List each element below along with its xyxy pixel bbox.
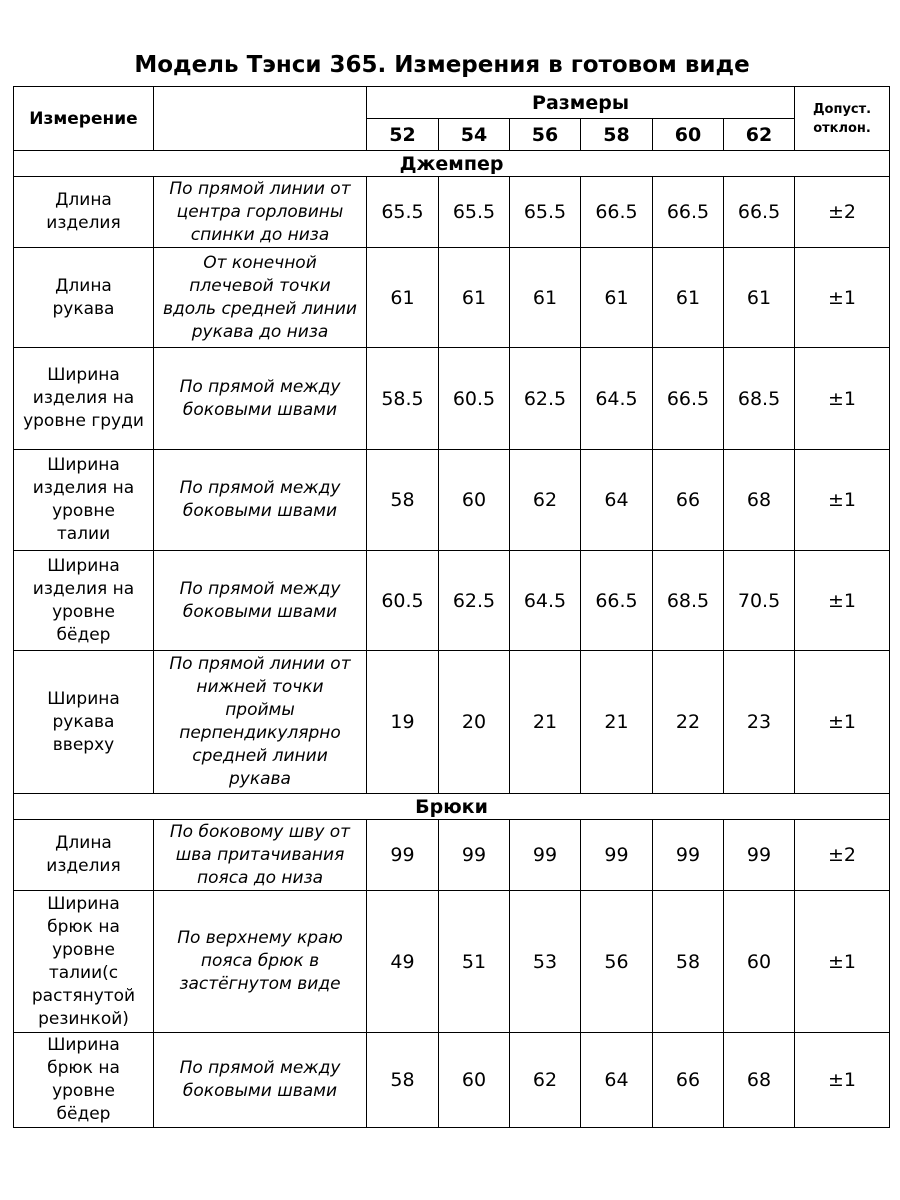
- measurement-name-line: бёдер: [56, 624, 111, 645]
- table-row: [14, 450, 890, 551]
- measurement-description-line: боковыми швами: [182, 501, 338, 521]
- table-row: [14, 177, 890, 248]
- size-value: 20: [439, 651, 510, 794]
- measurement-name: [14, 891, 154, 1033]
- size-value: 65.5: [367, 177, 439, 248]
- measurement-name-line: вверху: [52, 734, 115, 755]
- table-row: [14, 891, 890, 1033]
- size-value: 66.5: [653, 348, 724, 450]
- size-value: 61: [724, 248, 795, 348]
- size-value: 60: [439, 450, 510, 551]
- size-value: 21: [581, 651, 653, 794]
- measurement-description: [154, 820, 367, 891]
- measurement-name-line: Ширина: [47, 455, 120, 475]
- measurement-name-line: уровне: [52, 939, 115, 960]
- tolerance-header: [795, 87, 890, 151]
- size-value: 64.5: [581, 348, 653, 450]
- size-header: 56: [510, 119, 581, 151]
- measurement-name-line: рукава: [52, 711, 115, 732]
- measurement-name-line: изделия: [46, 213, 121, 233]
- measurement-name: [14, 651, 154, 794]
- measurement-name: [14, 248, 154, 348]
- size-value: 64: [581, 450, 653, 551]
- measurement-name-line: растянутой: [31, 985, 136, 1006]
- description-header: [154, 87, 367, 151]
- measurement-name: [14, 177, 154, 248]
- size-value: 62: [510, 450, 581, 551]
- size-value: 64.5: [510, 551, 581, 651]
- measurement-description-line: По прямой между: [179, 478, 341, 498]
- measurement-description-line: рукава до низа: [191, 321, 329, 342]
- tolerance-value: ±1: [795, 1033, 890, 1128]
- tolerance-value: ±1: [795, 891, 890, 1033]
- size-value: 62: [510, 1033, 581, 1128]
- size-value: 58: [367, 1033, 439, 1128]
- measurement-description: [154, 348, 367, 450]
- size-value: 64: [581, 1033, 653, 1128]
- measurement-header: Измерение: [14, 87, 154, 151]
- size-value: 99: [439, 820, 510, 891]
- size-value: 66: [653, 450, 724, 551]
- size-value: 65.5: [510, 177, 581, 248]
- measurement-name: [14, 1033, 154, 1128]
- size-value: 60.5: [367, 551, 439, 651]
- table-row: [14, 551, 890, 651]
- size-value: 99: [724, 820, 795, 891]
- tolerance-value: ±1: [795, 248, 890, 348]
- size-value: 68.5: [653, 551, 724, 651]
- measurement-description-line: пояса брюк в: [200, 951, 320, 971]
- measurement-name-line: брюк на: [47, 1058, 120, 1078]
- size-value: 99: [510, 820, 581, 891]
- size-value: 66.5: [581, 177, 653, 248]
- size-value: 51: [439, 891, 510, 1033]
- size-value: 65.5: [439, 177, 510, 248]
- measurement-name: [14, 450, 154, 551]
- measurement-name-line: талии: [56, 524, 111, 544]
- measurement-name-line: Ширина: [47, 365, 120, 385]
- measurement-description-line: По прямой между: [179, 578, 341, 599]
- measurement-name-line: Длина: [55, 833, 112, 853]
- measurement-description-line: По прямой между: [179, 1058, 341, 1078]
- size-value: 60: [724, 891, 795, 1033]
- measurement-description-line: спинки до низа: [190, 224, 330, 245]
- size-value: 70.5: [724, 551, 795, 651]
- tolerance-value: ±2: [795, 820, 890, 891]
- table-row: [14, 820, 890, 891]
- measurement-name-line: уровне: [52, 601, 115, 622]
- measurement-description-line: шва притачивания: [175, 844, 345, 865]
- measurement-description-line: По верхнему краю: [177, 928, 343, 948]
- size-value: 66.5: [724, 177, 795, 248]
- measurement-description-line: вдоль средней линии: [163, 298, 357, 319]
- measurement-name-line: Ширина: [47, 555, 120, 576]
- size-value: 61: [367, 248, 439, 348]
- measurement-description: [154, 551, 367, 651]
- size-value: 23: [724, 651, 795, 794]
- measurement-name: [14, 348, 154, 450]
- measurement-name-line: Ширина: [47, 893, 120, 914]
- measurement-name-line: Ширина: [47, 1035, 120, 1055]
- size-value: 61: [439, 248, 510, 348]
- measurement-name-line: изделия на: [32, 478, 135, 498]
- size-value: 68.5: [724, 348, 795, 450]
- tolerance-value: ±1: [795, 450, 890, 551]
- measurement-name-line: уровне: [52, 501, 115, 521]
- size-value: 66.5: [581, 551, 653, 651]
- measurement-name-line: рукава: [52, 298, 115, 319]
- measurement-description-line: По прямой между: [179, 376, 341, 397]
- size-value: 99: [581, 820, 653, 891]
- size-header: 54: [439, 119, 510, 151]
- measurement-description-line: По прямой линии от: [169, 178, 351, 199]
- table-row: [14, 348, 890, 450]
- measurements-table: [13, 86, 890, 1128]
- measurement-description: [154, 450, 367, 551]
- table-row: [14, 1033, 890, 1128]
- measurement-description-line: плечевой точки: [189, 275, 331, 296]
- measurement-name-line: уровне груди: [23, 411, 144, 431]
- measurement-name-line: изделия на: [32, 578, 135, 599]
- measurement-description-line: нижней точки: [196, 677, 324, 697]
- size-value: 61: [581, 248, 653, 348]
- tolerance-value: ±1: [795, 551, 890, 651]
- measurement-description-line: застёгнутом виде: [179, 974, 341, 994]
- measurement-description-line: пояса до низа: [196, 867, 324, 888]
- measurement-description-line: центра горловины: [176, 201, 344, 222]
- measurement-name-line: уровне: [52, 1081, 115, 1101]
- size-header: 60: [653, 119, 724, 151]
- size-value: 66.5: [653, 177, 724, 248]
- size-value: 99: [653, 820, 724, 891]
- measurement-description: [154, 248, 367, 348]
- size-value: 56: [581, 891, 653, 1033]
- measurement-name: [14, 820, 154, 891]
- size-value: 66: [653, 1033, 724, 1128]
- size-value: 49: [367, 891, 439, 1033]
- size-value: 62.5: [439, 551, 510, 651]
- tolerance-value: ±1: [795, 348, 890, 450]
- size-value: 62.5: [510, 348, 581, 450]
- measurement-description-line: боковыми швами: [182, 1081, 338, 1101]
- measurement-description-line: От конечной: [203, 252, 317, 273]
- measurement-name-line: изделия: [46, 856, 121, 876]
- measurement-description-line: рукава: [229, 769, 291, 789]
- size-value: 53: [510, 891, 581, 1033]
- measurement-name-line: брюк на: [47, 916, 120, 937]
- size-value: 61: [653, 248, 724, 348]
- tolerance-value: ±2: [795, 177, 890, 248]
- size-value: 99: [367, 820, 439, 891]
- measurement-description-line: По боковому шву от: [169, 821, 351, 842]
- sizes-header: Размеры: [367, 87, 795, 119]
- section-row: [14, 151, 890, 177]
- measurement-description-line: боковыми швами: [182, 601, 338, 622]
- tolerance-value: ±1: [795, 651, 890, 794]
- measurement-name-line: Ширина: [47, 688, 120, 709]
- measurement-name-line: резинкой): [38, 1008, 129, 1029]
- measurement-description-line: средней линии: [192, 746, 328, 766]
- measurement-name-line: Длина: [55, 190, 112, 210]
- size-value: 60: [439, 1033, 510, 1128]
- section-title: Джемпер: [14, 151, 890, 177]
- measurement-description: [154, 1033, 367, 1128]
- section-title: Брюки: [14, 794, 890, 820]
- measurement-description: [154, 651, 367, 794]
- measurement-name-line: изделия на: [32, 388, 135, 408]
- measurement-description: [154, 177, 367, 248]
- size-value: 58.5: [367, 348, 439, 450]
- measurement-description-line: перпендикулярно: [179, 723, 341, 743]
- measurement-description-line: проймы: [225, 700, 295, 720]
- size-value: 60.5: [439, 348, 510, 450]
- size-value: 68: [724, 1033, 795, 1128]
- page-title: Модель Тэнси 365. Измерения в готовом виде: [134, 52, 750, 78]
- size-value: 68: [724, 450, 795, 551]
- measurement-name-line: талии(с: [48, 962, 119, 983]
- size-header: 52: [367, 119, 439, 151]
- section-row: [14, 794, 890, 820]
- table-row: [14, 248, 890, 348]
- tolerance-header-line: Допуст.: [812, 101, 872, 117]
- measurement-description-line: боковыми швами: [182, 399, 338, 420]
- size-value: 21: [510, 651, 581, 794]
- size-header: 58: [581, 119, 653, 151]
- measurement-name-line: бёдер: [56, 1104, 111, 1124]
- measurement-description-line: По прямой линии от: [169, 654, 351, 674]
- measurement-name-line: Длина: [55, 275, 112, 296]
- size-value: 22: [653, 651, 724, 794]
- size-value: 58: [653, 891, 724, 1033]
- size-value: 58: [367, 450, 439, 551]
- size-value: 61: [510, 248, 581, 348]
- measurement-description: [154, 891, 367, 1033]
- measurement-name: [14, 551, 154, 651]
- table-row: [14, 651, 890, 794]
- size-value: 19: [367, 651, 439, 794]
- tolerance-header-line: отклон.: [813, 120, 871, 136]
- size-header: 62: [724, 119, 795, 151]
